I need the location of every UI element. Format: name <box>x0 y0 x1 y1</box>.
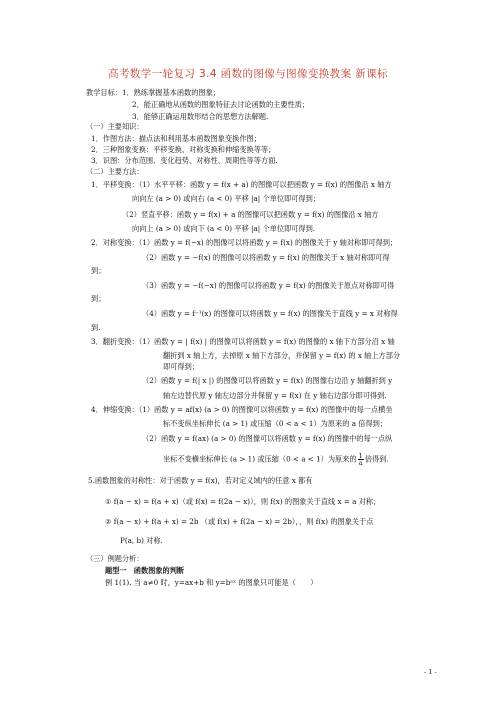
text-line: 1．作图方法：描点法和利用基本函数图象变换作图； <box>91 134 261 143</box>
text-line: P(a, b) 对称. <box>120 536 163 545</box>
text-line: （2）函数 y = −f(x) 的图像可以将函数 y = f(x) 的图像关于 x 轴对称即可得 <box>142 253 390 262</box>
text-line: 2．对称变换：（1）函数 y = f(−x) 的图像可以将函数 y = f(x) 的图像关于 y 轴对称即可得到； <box>91 238 398 247</box>
text-line: 3．识图：分布范围、变化趋势、对称性、周期性等等方面. <box>91 156 278 165</box>
text-line: 1．平移变换：（1）水平平移：函数 y = f(x + a) 的图像可以把函数 y = f(x) 的图像沿 x 轴方 <box>91 180 392 189</box>
text-line: 教学目标：1．熟练掌握基本函数的图象； <box>86 88 220 97</box>
text-line: 2．能正确地从函数的图象特征去讨论函数的主要性质； <box>132 100 310 109</box>
text-line: 3．翻折变换：（1）函数 y = | f(x) | 的图像可以将函数 y = f(x) 的图像的 x 轴下方部分沿 x 轴 <box>91 337 395 346</box>
section-heading: （二）主要方法： <box>86 167 144 176</box>
text-line: 4．伸缩变换：（1）函数 y = af(x) (a > 0) 的图像可以将函数 y = f(x) 的图像中的每一点横坐 <box>91 405 393 414</box>
text-line: （2）函数 y = f(| x |) 的图像可以将函数 y = f(x) 的图像右边沿 y 轴翻折到 y <box>142 376 393 385</box>
text-line: 到； <box>91 294 106 303</box>
text-line: 到； <box>91 266 106 275</box>
text-line: 2．三种图象变换：平移变换、对称变换和伸缩变换等等； <box>91 145 276 154</box>
text-line: （4）函数 y = f⁻¹(x) 的图像可以将函数 y = f(x) 的图像关于直线 y = x 对称得 <box>142 309 398 318</box>
text-line-with-fraction: 坐标不变横坐标伸长 (a > 1) 或压缩（0 < a < 1）为原来的 $\frac{1}{a}$ 倍得到. <box>163 452 389 467</box>
document-title: 高考数学一轮复习 3.4 函数的图像与图像变换教案 新课标 <box>108 68 388 80</box>
text-line: （2）函数 y = f(ax) (a > 0) 的图像可以将函数 y = f(x) 的图像中的每一点纵 <box>142 434 393 443</box>
text-line: 到. <box>91 323 101 332</box>
text-line: 向向左 (a > 0) 或向右 (a < 0) 平移 |a| 个单位即可得到； <box>132 194 320 203</box>
fraction: $\frac{1}{a}$ <box>358 452 363 467</box>
text-line: （3）函数 y = −f(−x) 的图像可以将函数 y = f(x) 的图像关于原点对称即可得 <box>142 281 395 290</box>
section-heading: （一）主要知识： <box>86 122 144 131</box>
text-line: 翻折到 x 轴上方，去掉原 x 轴下方部分，并保留 y = f(x) 的 x 轴上方部分 <box>163 351 401 360</box>
text-line: 3．能够正确运用数形结合的思想方法解题. <box>132 112 269 121</box>
text-line: 向向上 (a > 0) 或向下 (a < 0) 平移 |a| 个单位即可得到. <box>132 224 316 233</box>
subsection-heading: 题型一 函数图象的判断 <box>105 566 185 575</box>
text-line: 轴左边替代原 y 轴左边部分并保留 y = f(x) 在 y 轴右边部分即可得到. <box>163 391 387 400</box>
text-line: ① f(a − x) = f(a + x)（或 f(x) = f(2a − x)），则 f(x) 的图象关于直线 x = a 对称； <box>105 497 381 506</box>
text-line: 即可得到； <box>163 362 199 371</box>
text-line: 例 1(1). 当 a≠0 时，y=ax+b 和 y=bᵃˣ 的图象只可能是（ ） <box>105 578 318 587</box>
section-heading: （三）例题分析： <box>86 554 144 563</box>
page-number: - 1 - <box>424 668 437 676</box>
text-line: 标不变纵坐标伸长 (a > 1) 或压缩（0 < a < 1）为原来的 a 倍得到； <box>163 419 388 428</box>
text-line: （2）竖直平移：函数 y = f(x) + a 的图像可以把函数 y = f(x) 的图像沿 x 轴方 <box>122 210 379 219</box>
text-line: ② f(a − x) + f(a + x) = 2b （或 f(x) + f(2a − x) = 2b），，则 f(x) 的图象关于点 <box>105 517 374 526</box>
text-line: 5.函数图象的对称性：对于函数 y = f(x)，若对定义域内的任意 x 都有 <box>88 476 313 485</box>
